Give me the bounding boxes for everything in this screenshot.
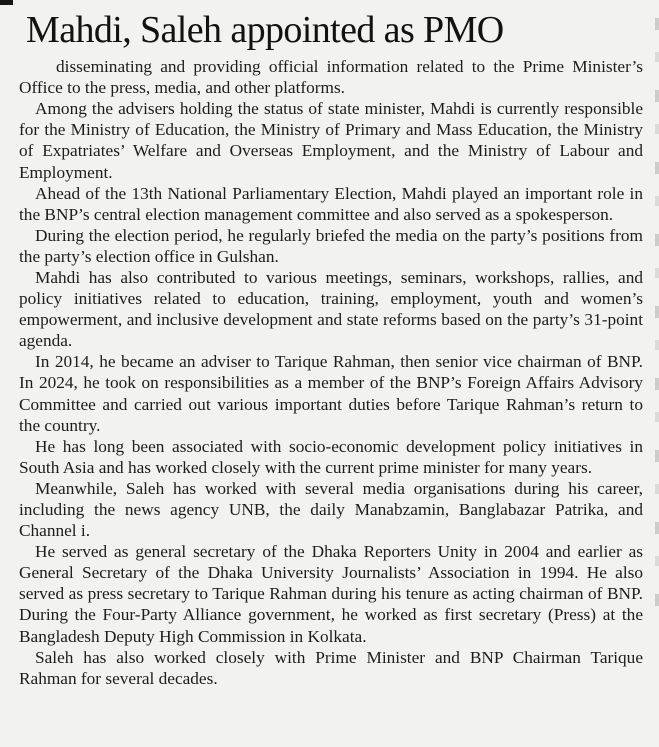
article-paragraph: He served as general secretary of the Dhaka Reporters Unity in 2004 and earlier as General Secretary of the Dhaka University Journalists’ Association in 1994. He also served as press secretary to Tarique Rahman during his tenure as acting chairman of BNP. During the Four-Party Alliance government, he worked as first secretary (Press) at the Bangladesh Deputy High Commission in Kolkata.	[19, 542, 643, 646]
article-paragraph-lead: disseminating and providing official information related to the Prime Minister’s Office to the press, media, and other platforms.	[19, 57, 643, 98]
article-paragraph: Saleh has also worked closely with Prime Minister and BNP Chairman Tarique Rahman for several decades.	[19, 647, 643, 688]
article-paragraph: Meanwhile, Saleh has worked with several media organisations during his career, including the news agency UNB, the daily Manabzamin, Banglabazar Patrika, and Channel i.	[19, 478, 643, 541]
article-paragraph: Mahdi has also contributed to various meetings, seminars, workshops, rallies, and policy initiatives related to education, training, employment, youth and women’s empowerment, and inclusive development and state reforms based on the party’s 31-point agenda.	[19, 267, 643, 351]
news-article	[19, 10, 643, 689]
article-paragraph: Ahead of the 13th National Parliamentary Election, Mahdi played an important role in the BNP’s central election management committee and also served as a spokesperson.	[19, 183, 643, 224]
article-headline: Mahdi, Saleh appointed as PMO	[26, 9, 504, 51]
article-paragraph: Among the advisers holding the status of state minister, Mahdi is currently responsible for the Ministry of Education, the Ministry of Primary and Mass Education, the Ministry of Expatriates’ Welfare and Overseas Employment, and the Ministry of Labour and Employment.	[19, 99, 643, 182]
article-paragraph: In 2014, he became an adviser to Tarique Rahman, then senior vice chairman of BNP. In 2024, he took on responsibilities as a member of the BNP’s Foreign Affairs Advisory Committee and carried out various important duties before Tarique Rahman’s return to the country.	[19, 352, 643, 435]
article-paragraph: He has long been associated with socio-economic development policy initiatives in South Asia and has worked closely with the current prime minister for many years.	[19, 436, 643, 477]
article-paragraph: During the election period, he regularly briefed the media on the party’s positions from the party’s election office in Gulshan.	[19, 225, 643, 266]
adjacent-column-artifact	[655, 18, 659, 627]
scan-artifact-top-left	[0, 0, 13, 5]
